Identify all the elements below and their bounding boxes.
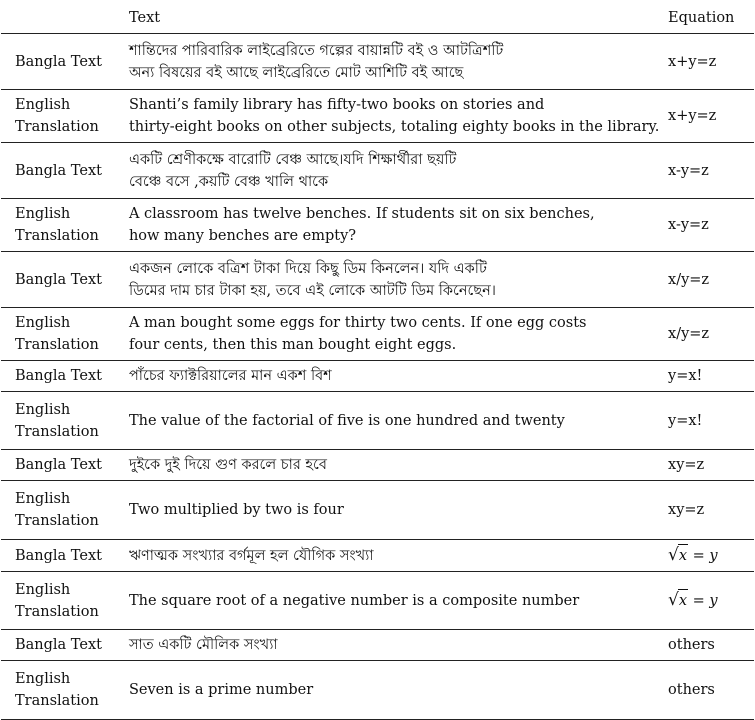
row-text-line: Seven is a prime number bbox=[128, 682, 314, 698]
row-label bbox=[1, 661, 123, 720]
row-equation: x-y=z bbox=[666, 199, 754, 252]
row-text-line: একটি শ্রেণীকক্ষে বারোটি বেঞ্চ আছে।যদি শিক্ষার্থীরা ছয়টি bbox=[128, 151, 457, 168]
table-row bbox=[1, 90, 754, 143]
row-text-line: The value of the factorial of five is one hundred and twenty bbox=[128, 412, 565, 429]
dataset-table bbox=[1, 0, 754, 720]
row-text bbox=[123, 199, 666, 252]
row-text bbox=[123, 392, 666, 450]
table-row bbox=[1, 34, 754, 90]
row-equation: xy=z bbox=[666, 450, 754, 481]
row-equation bbox=[666, 572, 754, 630]
row-label bbox=[1, 90, 123, 143]
row-label bbox=[1, 392, 123, 450]
row-equation: y=x! bbox=[666, 361, 754, 392]
table-header-row bbox=[1, 0, 754, 34]
row-text bbox=[123, 540, 666, 572]
row-label-line: Translation bbox=[15, 423, 99, 440]
row-text-line: অন্য বিষয়ের বই আছে লাইব্রেরিতে মোট আশিটি বই আছে bbox=[128, 64, 464, 81]
row-label-line: Translation bbox=[15, 603, 99, 620]
row-equation: others bbox=[666, 661, 754, 720]
row-label-line: English bbox=[15, 581, 71, 598]
row-text-line: ঋণাত্মক সংখ্যার বর্গমূল হল যৌগিক সংখ্যা bbox=[128, 547, 374, 564]
sqrt-rhs: = y bbox=[688, 593, 718, 609]
row-label-line: Bangla Text bbox=[15, 457, 102, 473]
row-text-line: শান্তিদের পারিবারিক লাইব্রেরিতে গল্পের বায়ান্নটি বই ও আটত্রিশটি bbox=[128, 42, 504, 59]
table-row bbox=[1, 143, 754, 199]
row-text bbox=[123, 34, 666, 90]
row-text-line: ডিমের দাম চার টাকা হয়, তবে এই লোকে আটটি ডিম কিনেছেন। bbox=[128, 282, 496, 299]
row-text-line: বেঞ্চে বসে ,কয়টি বেঞ্চ খালি থাকে bbox=[128, 173, 329, 190]
row-label-line: Bangla Text bbox=[15, 547, 102, 564]
row-label bbox=[1, 572, 123, 630]
row-label-line: English bbox=[15, 315, 71, 331]
row-label-line: Bangla Text bbox=[15, 637, 102, 653]
table-row bbox=[1, 199, 754, 252]
row-text bbox=[123, 630, 666, 661]
table-row bbox=[1, 481, 754, 540]
row-text bbox=[123, 90, 666, 143]
row-text bbox=[123, 308, 666, 361]
row-label-line: Translation bbox=[15, 513, 99, 529]
row-label bbox=[1, 540, 123, 572]
table-row bbox=[1, 540, 754, 572]
header-equation-column: Equation bbox=[666, 0, 754, 34]
table-row bbox=[1, 630, 754, 661]
row-text bbox=[123, 252, 666, 308]
sqrt-radicand: x bbox=[678, 589, 688, 612]
table-row bbox=[1, 450, 754, 481]
row-text-line: The square root of a negative number is a composite number bbox=[128, 592, 580, 609]
row-label-line: English bbox=[15, 491, 71, 507]
row-text-line: four cents, then this man bought eight eggs. bbox=[128, 337, 457, 353]
row-label-line: English bbox=[15, 206, 71, 222]
row-label-line: English bbox=[15, 671, 71, 687]
row-text-line: একজন লোকে বত্রিশ টাকা দিয়ে কিছু ডিম কিনলেন। যদি একটি bbox=[128, 260, 487, 277]
row-label-line: Translation bbox=[15, 693, 99, 709]
row-label bbox=[1, 252, 123, 308]
table-row bbox=[1, 252, 754, 308]
sqrt-radicand: x bbox=[678, 544, 688, 567]
row-text bbox=[123, 572, 666, 630]
row-label-line: English bbox=[15, 97, 71, 113]
row-text-line: পাঁচের ফ্যাক্টরিয়ালের মান একশ বিশ bbox=[128, 368, 332, 384]
row-label bbox=[1, 481, 123, 540]
row-label bbox=[1, 199, 123, 252]
row-text-line: Shanti’s family library has fifty-two books on stories and bbox=[128, 97, 545, 113]
header-label-column bbox=[1, 0, 123, 34]
row-equation: y=x! bbox=[666, 392, 754, 450]
row-text bbox=[123, 143, 666, 199]
row-label-line: Translation bbox=[15, 119, 99, 135]
row-text-line: A man bought some eggs for thirty two cents. If one egg costs bbox=[128, 315, 587, 331]
row-equation: x/y=z bbox=[666, 308, 754, 361]
row-equation: x/y=z bbox=[666, 252, 754, 308]
row-label-line: Bangla Text bbox=[15, 162, 102, 179]
row-label bbox=[1, 143, 123, 199]
row-text-line: A classroom has twelve benches. If students sit on six benches, bbox=[128, 206, 595, 222]
table-row bbox=[1, 392, 754, 450]
row-text bbox=[123, 361, 666, 392]
row-text-line: Two multiplied by two is four bbox=[128, 502, 344, 518]
table-row bbox=[1, 361, 754, 392]
row-equation: xy=z bbox=[666, 481, 754, 540]
row-label-line: Bangla Text bbox=[15, 271, 102, 288]
row-label bbox=[1, 361, 123, 392]
row-text bbox=[123, 450, 666, 481]
row-text-line: দুইকে দুই দিয়ে গুণ করলে চার হবে bbox=[128, 457, 327, 473]
row-equation: others bbox=[666, 630, 754, 661]
row-text-line: thirty-eight books on other subjects, totaling eighty books in the library. bbox=[128, 119, 660, 135]
row-text-line: how many benches are empty? bbox=[128, 228, 357, 244]
row-label bbox=[1, 308, 123, 361]
row-text bbox=[123, 661, 666, 720]
row-label-line: English bbox=[15, 401, 71, 418]
row-label-line: Bangla Text bbox=[15, 368, 102, 384]
row-equation bbox=[666, 540, 754, 572]
sqrt-rhs: = y bbox=[688, 548, 718, 564]
sqrt-icon: √ bbox=[668, 545, 679, 565]
table-row bbox=[1, 661, 754, 720]
row-text bbox=[123, 481, 666, 540]
row-label-line: Translation bbox=[15, 337, 99, 353]
row-label-line: Bangla Text bbox=[15, 53, 102, 70]
row-label-line: Translation bbox=[15, 228, 99, 244]
row-label bbox=[1, 450, 123, 481]
row-equation: x+y=z bbox=[666, 34, 754, 90]
table-row bbox=[1, 572, 754, 630]
table-row bbox=[1, 308, 754, 361]
sqrt-icon: √ bbox=[668, 590, 679, 610]
header-text-column: Text bbox=[123, 0, 666, 34]
row-label bbox=[1, 630, 123, 661]
row-equation: x-y=z bbox=[666, 143, 754, 199]
row-equation: x+y=z bbox=[666, 90, 754, 143]
table-body bbox=[1, 34, 754, 720]
row-text-line: সাত একটি মৌলিক সংখ্যা bbox=[128, 637, 278, 653]
row-label bbox=[1, 34, 123, 90]
